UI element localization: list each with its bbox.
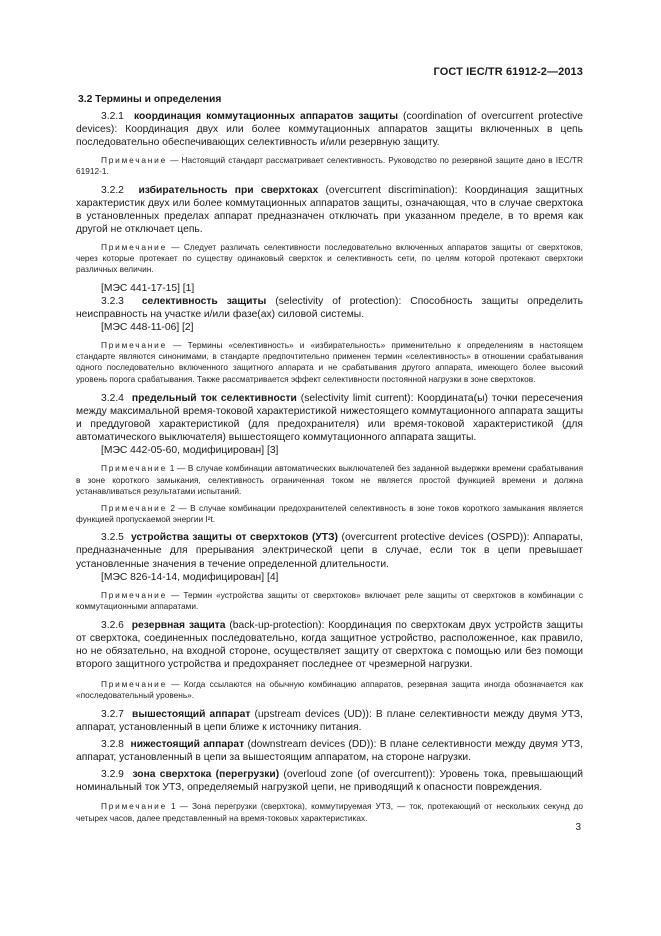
term-3-2-3: 3.2.3 селективность защиты (selectivity of protection): Способность защиты определить неисправность на участке и/или фазе(ах) силовой системы. [76,295,583,320]
reference-3-2-5: [МЭС 826-14-14, модифицирован] [4] [101,571,279,583]
term-3-2-6: 3.2.6 резервная защита (back-up-protection): Координация по сверхтокам двух устройств защиты от сверхтока, соединенных последовательно, когда защитное устройство, расположенное, как правило, но не обязательно, на входной стороне, осуществляет защиту от сверхтока с помощью или без помощи второго защитного устройства и предохраняет последнее от чрезмерной нагрузки. [76,620,583,671]
note-3-2-5: Примечание — Термин «устройства защиты от сверхтоков» включает реле защиты от сверхтоков в комбинации с коммутационными аппаратами. [76,589,583,611]
term-3-2-1: 3.2.1 координация коммутационных аппаратов защиты (coordination of overcurrent protective devices): Координация двух или более коммутационных аппаратов защиты включенных в цепь последовательно обеспечивающих селективность и/или резервную защиту. [76,111,583,149]
note-3-2-4-1: Примечание 1 — В случае комбинации автоматических выключателей без заданной выдержки времени срабатывания в зоне короткого замыкания, селективность ограниченная током не является простой функцией времени и должна устанавливаться результатами испытаний. [76,463,583,496]
term-3-2-4: 3.2.4 предельный ток селективности (selectivity limit current): Координата(ы) точки пересечения между максимальной время-токовой характеристикой нижестоящего коммутационного аппарата защиты и преддуговой характеристикой (для предохранителя) или время-токовой характеристикой (для автоматического выключателя) вышестоящего коммутационного аппарата защиты. [76,392,583,444]
page-number: 3 [575,822,581,833]
section-title: 3.2 Термины и определения [78,94,222,105]
note-3-2-4-2: Примечание 2 — В случае комбинации предохранителей селективность в зоне токов короткого замыкания является функцией пропускаемой энергии I²t. [76,502,584,525]
document-body [76,93,583,824]
term-3-2-9: 3.2.9 зона сверхтока (перегрузки) (overloud zone (of overcurrent)): Уровень тока, превышающий номинальный ток УТЗ, определяемый нагрузкой цепи, не приводящий к опасности повреждения. [76,769,583,794]
note-3-2-9-1: Примечание 1 — Зона перегрузки (сверхтока), коммутируемая УТЗ, — ток, протекающий от нескольких секунд до четырех часов, далее представленный на время-токовых характеристиках. [76,801,583,823]
term-3-2-8: 3.2.8 нижестоящий аппарат (downstream devices (DD)): В плане селективности между двумя УТЗ, аппарат, установленный в цепи за вышестоящим аппаратом, на стороне нагрузки. [76,739,583,764]
note-3-2-1: Примечание — Настоящий стандарт рассматривает селективность. Руководство по резервной защите дано в IEC/TR 61912-1. [76,155,583,177]
reference-3-2-3: [МЭС 448-11-06] [2] [101,321,194,333]
term-3-2-7: 3.2.7 вышестоящий аппарат (upstream devices (UD)): В плане селективности между двумя УТЗ, аппарат, установленный в цепи ближе к источнику питания. [76,708,583,733]
term-3-2-5: 3.2.5 устройства защиты от сверхтоков (УТЗ) (overcurrent protective devices (OSPD)): Аппараты, предназначенные для прерывания электрической цепи в случае, если ток в цепи превышает установленные значения в течение определенной длительности. [76,532,583,570]
reference-3-2-4: [МЭС 442-05-60, модифицирован] [3] [101,445,279,457]
note-3-2-6: Примечание — Когда ссылаются на обычную комбинацию аппаратов, резервная защита иногда обозначается как «последовательный уровень». [76,678,583,700]
standard-header: ГОСТ IEC/TR 61912-2—2013 [433,66,583,78]
note-3-2-2: Примечание — Следует различать селективности последовательно включенных аппаратов защиты от сверхтоков, через которые протекает по существу одинаковый сверхток и селективность сети, по целям которой протекают сверхтоки различных величин. [76,242,583,275]
note-3-2-3: Примечание — Термины «селективность» и «избирательность» применительно к определениям в настоящем стандарте являются синонимами, в стандарте предпочтительно применен термин «селективность» в отношении срабатывания одного последовательно включенного защитного аппарата и не срабатывания другого аппарата, имеющего более высокий уровень порога срабатывания. Также рассматривается эффект селективности постоянной нагрузки в зоне сверхтоков. [76,340,583,384]
term-3-2-2: 3.2.2 избирательность при сверхтоках (overcurrent discrimination): Координация защитных характеристик двух или более коммутационных аппаратов защиты, означающая, что в случае сверхтока в установленных пределах аппарат предназначен отключать при указанном пределе, в то время как другой не отключает цепь. [76,184,583,235]
reference-3-2-2: [МЭС 441-17-15] [1] [101,282,195,294]
